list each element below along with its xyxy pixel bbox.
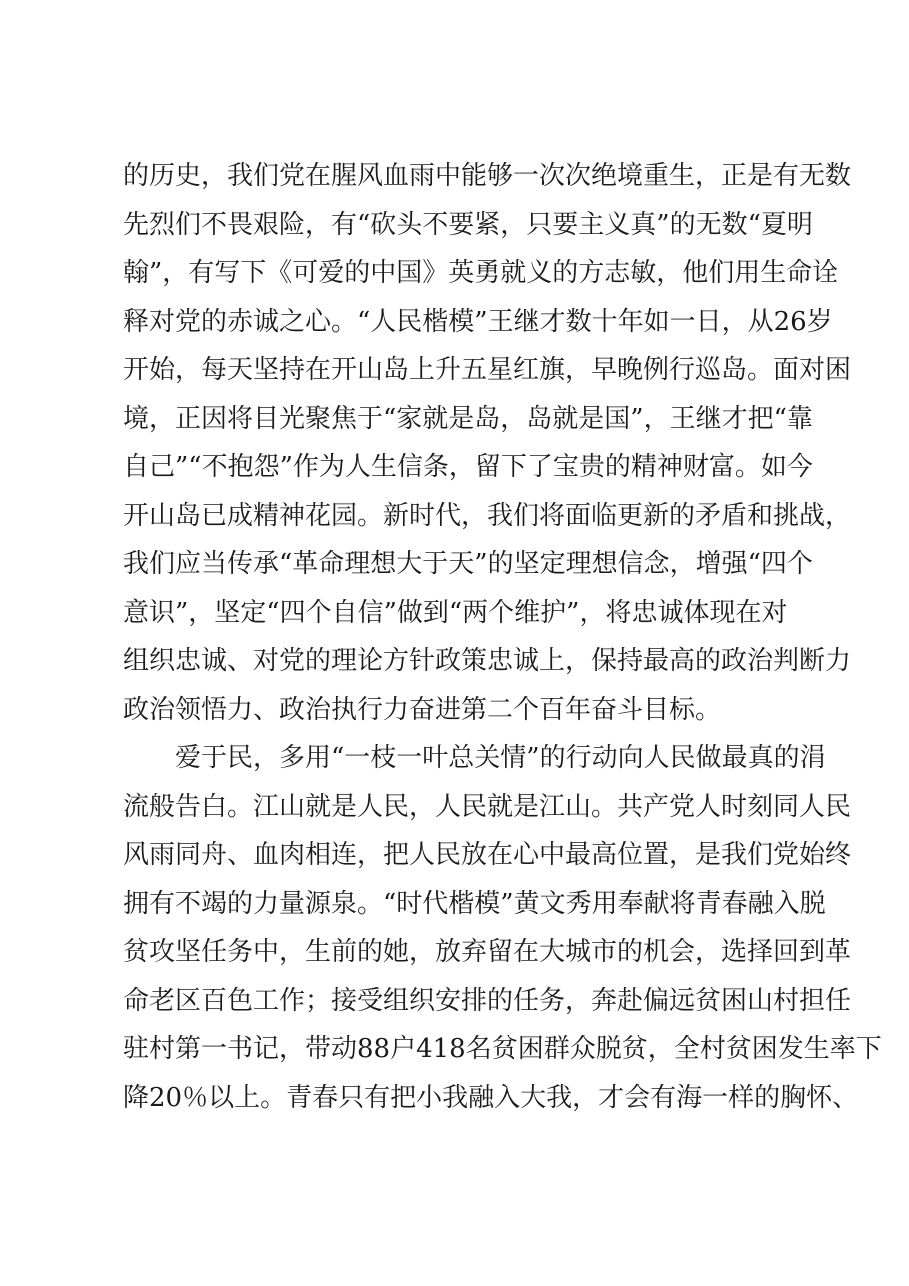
text-line: 政治领悟力、政治执行力奋进第二个百年奋斗目标。	[123, 694, 722, 725]
text-line: 翰”，有写下《可爱的中国》英勇就义的方志敏，他们用生命诠	[123, 258, 839, 288]
text-line: 先烈们不畏艰险，有“砍头不要紧，只要主义真”的无数“夏明	[123, 209, 813, 240]
text-line: 我们应当传承“革命理想大于天”的坚定理想信念，增强“四个	[123, 549, 813, 579]
text-line-indented: 爱于民，多用“一枝一叶总关情”的行动向人民做最真的涓	[175, 743, 826, 773]
text-line: 意识”，坚定“四个自信”做到“两个维护”，将忠诚体现在对	[123, 597, 788, 628]
text-line: 开始，每天坚持在开山岛上升五星红旗，早晚例行巡岛。面对困	[123, 355, 852, 385]
text-line: 自己”“不抱怨”作为人生信条，留下了宝贵的精神财富。如今	[123, 452, 813, 482]
text-line: 的历史，我们党在腥风血雨中能够一次次绝境重生，正是有无数	[123, 161, 852, 191]
text-line: 拥有不竭的力量源泉。“时代楷模”黄文秀用奉献将青春融入脱	[123, 888, 826, 919]
text-line: 降20％以上。青春只有把小我融入大我，才会有海一样的胸怀、	[123, 1082, 859, 1113]
text-line: 风雨同舟、血肉相连，把人民放在心中最高位置，是我们党始终	[123, 840, 852, 870]
text-line: 驻村第一书记，带动88户418名贫困群众脱贫，全村贫困发生率下	[123, 1034, 882, 1064]
text-line: 组织忠诚、对党的理论方针政策忠诚上，保持最高的政治判断力	[123, 646, 852, 676]
paragraph-2	[123, 734, 882, 1122]
text-line: 境，正因将目光聚焦于“家就是岛，岛就是国”，王继才把“靠	[123, 403, 813, 434]
paragraph-1	[123, 152, 852, 734]
text-line: 贫攻坚任务中，生前的她，放弃留在大城市的机会，选择回到革	[123, 937, 852, 967]
text-line: 命老区百色工作；接受组织安排的任务，奔赴偏远贫困山村担任	[123, 985, 852, 1016]
text-line: 释对党的赤诚之心。“人民楷模”王继才数十年如一日，从26岁	[123, 306, 833, 337]
text-line: 流般告白。江山就是人民，人民就是江山。共产党人时刻同人民	[123, 791, 852, 822]
text-line: 开山岛已成精神花园。新时代，我们将面临更新的矛盾和挑战，	[123, 500, 852, 531]
